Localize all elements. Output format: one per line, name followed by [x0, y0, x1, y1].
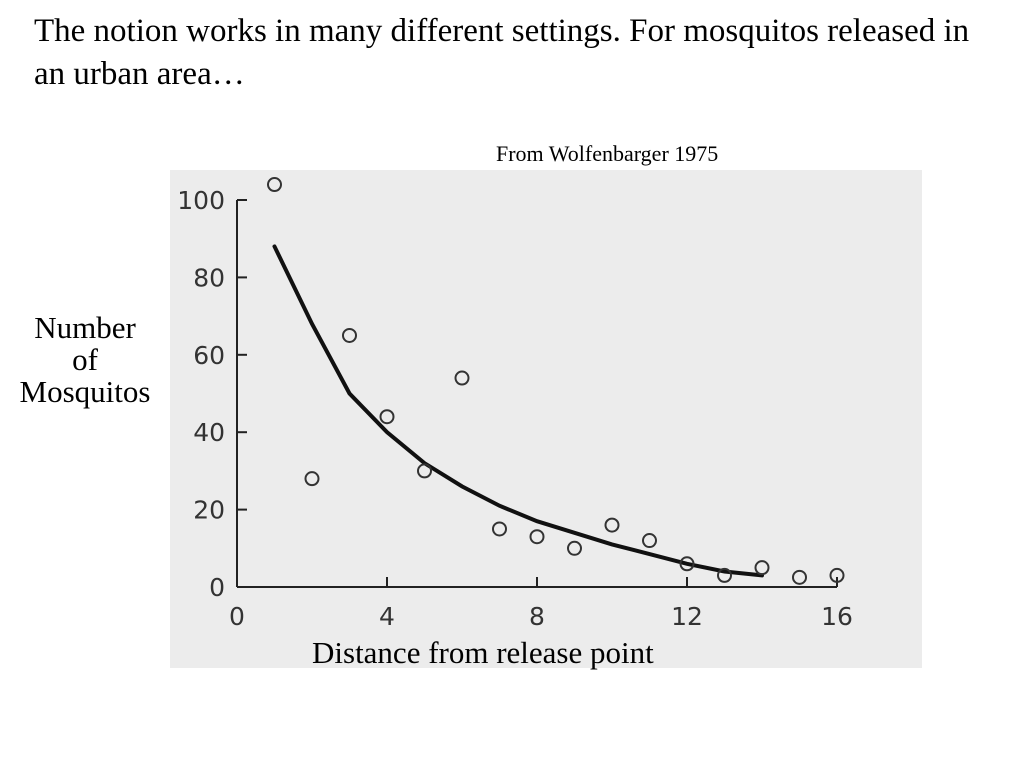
data-point-11 [643, 534, 656, 547]
y-axis-label-line-3: Mosquitos [19, 374, 151, 409]
y-tick-label-100: 100 [177, 186, 225, 215]
data-point-6 [456, 372, 469, 385]
scatter-chart [170, 170, 922, 668]
plot-panel [170, 170, 922, 668]
y-axis-label-line-2: of [72, 342, 98, 377]
x-tick-label-8: 8 [529, 602, 545, 631]
x-tick-label-12: 12 [671, 602, 703, 631]
data-point-8 [531, 530, 544, 543]
data-point-9 [568, 542, 581, 555]
y-tick-label-20: 20 [193, 495, 225, 525]
y-tick-label-0: 0 [209, 573, 225, 602]
x-tick-label-16: 16 [821, 602, 853, 631]
y-tick-label-40: 40 [193, 418, 225, 448]
y-axis-label [0, 312, 170, 408]
source-citation: From Wolfenbarger 1975 [496, 141, 719, 166]
fitted-curve-line [275, 246, 763, 575]
data-point-5 [418, 464, 431, 477]
data-point-4 [381, 410, 394, 423]
data-point-14 [756, 561, 769, 574]
x-tick-label-4: 4 [379, 602, 395, 631]
data-point-3 [343, 329, 356, 342]
slide-heading: The notion works in many different settings. For mosquitos released in an urban area… [34, 13, 970, 92]
data-point-15 [793, 571, 806, 584]
y-tick-label-80: 80 [193, 263, 225, 293]
data-point-1 [268, 178, 281, 191]
data-point-10 [606, 519, 619, 532]
y-tick-label-60: 60 [193, 340, 225, 370]
y-axis-label-line-1: Number [34, 310, 136, 345]
x-tick-label-0: 0 [229, 602, 245, 631]
data-point-2 [306, 472, 319, 485]
x-axis-label: Distance from release point [312, 635, 654, 670]
data-point-7 [493, 522, 506, 535]
